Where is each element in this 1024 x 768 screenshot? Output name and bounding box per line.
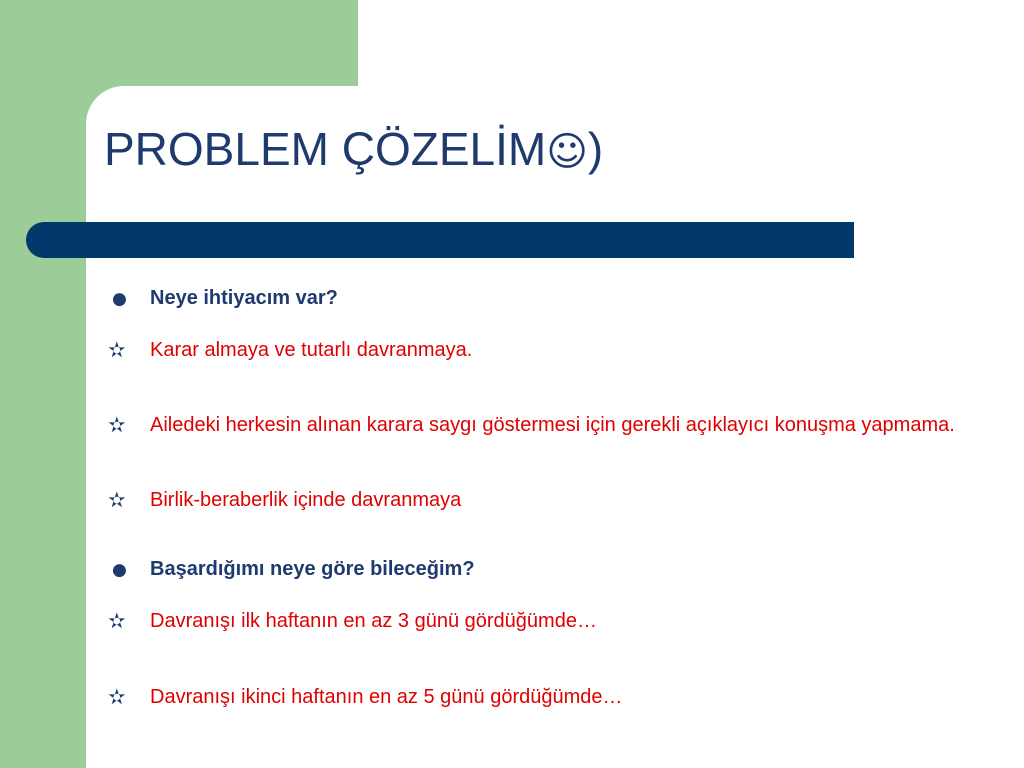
star-icon: ✫ — [108, 338, 126, 362]
smiley-icon: ☺ — [546, 129, 588, 175]
list-item — [108, 332, 988, 368]
list-item — [108, 679, 988, 715]
question-text: Başardığımı neye göre bileceğim? — [150, 558, 475, 580]
answer-text: Ailedeki herkesin alınan karara saygı göstermesi için gerekli açıklayıcı konuşma yapmama. — [150, 414, 955, 436]
bullet-list — [108, 280, 988, 715]
list-item — [108, 482, 988, 518]
title-underline-bar — [26, 222, 854, 258]
list-item — [108, 551, 988, 589]
list-item — [108, 280, 988, 318]
star-icon: ✫ — [108, 685, 126, 709]
answer-text: Davranışı ilk haftanın en az 3 günü gördüğümde… — [150, 610, 597, 632]
answer-text: Davranışı ikinci haftanın en az 5 günü gördüğümde… — [150, 686, 623, 708]
bullet-dot-icon: ● — [112, 289, 127, 309]
star-icon: ✫ — [108, 609, 126, 633]
question-text: Neye ihtiyacım var? — [150, 287, 338, 309]
star-icon: ✫ — [108, 413, 126, 437]
list-item — [108, 603, 988, 639]
bullet-dot-icon: ● — [112, 560, 127, 580]
answer-text: Karar almaya ve tutarlı davranmaya. — [150, 339, 473, 361]
star-icon: ✫ — [108, 488, 126, 512]
list-item — [108, 407, 988, 443]
page-title — [104, 118, 603, 183]
title-suffix: ) — [587, 123, 604, 175]
answer-text: Birlik-beraberlik içinde davranmaya — [150, 489, 462, 511]
title-text: PROBLEM ÇÖZELİM — [104, 123, 547, 175]
